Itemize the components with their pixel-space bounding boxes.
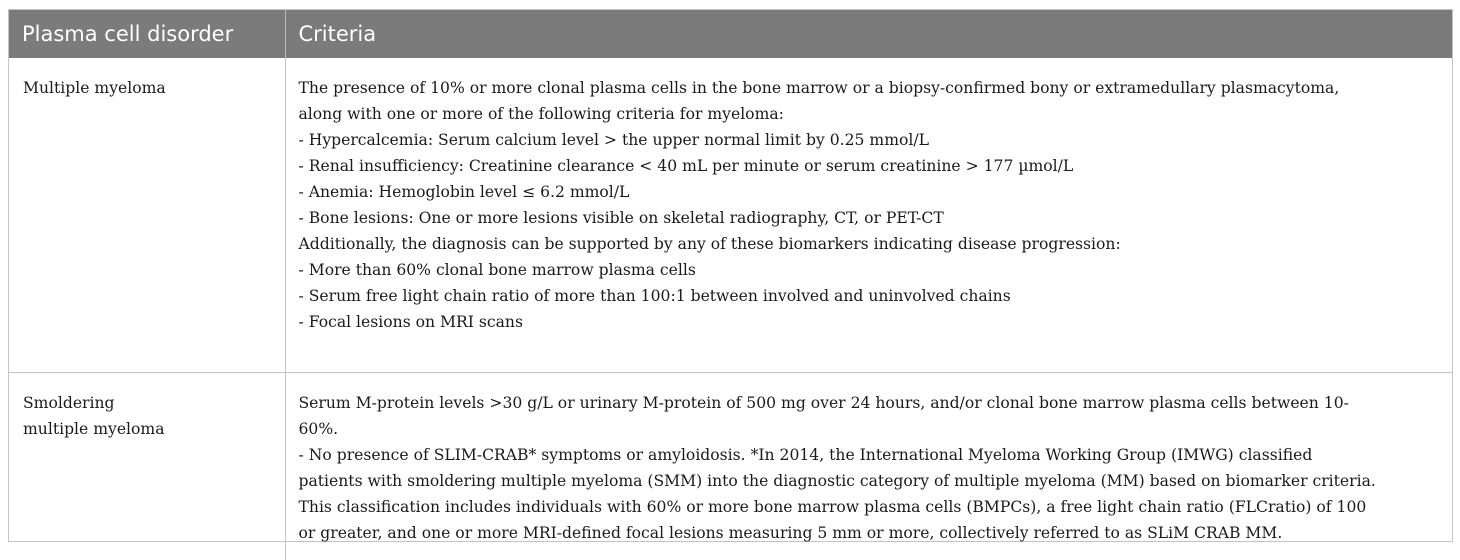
criteria-table-container (8, 9, 1453, 542)
criteria-line: - Anemia: Hemoglobin level ≤ 6.2 mmol/L (299, 179, 1441, 205)
criteria-line: - Hypercalcemia: Serum calcium level > the upper normal limit by 0.25 mmol/L (299, 127, 1441, 153)
criteria-line: patients with smoldering multiple myeloma (SMM) into the diagnostic category of multiple myeloma (MM) based on biomarker criteria. (299, 468, 1441, 494)
header-criteria: Criteria (285, 10, 1452, 58)
criteria-line: - Renal insufficiency: Creatinine clearance < 40 mL per minute or serum creatinine > 177 µmol/L (299, 153, 1441, 179)
disorder-text: multiple myeloma (23, 416, 285, 442)
criteria-line: 60%. (299, 416, 1441, 442)
criteria-line: - Bone lesions: One or more lesions visible on skeletal radiography, CT, or PET-CT (299, 205, 1441, 231)
criteria-line: - Focal lesions on MRI scans (299, 309, 1441, 335)
criteria-line: - More than 60% clonal bone marrow plasma cells (299, 257, 1441, 283)
header-row (9, 10, 1452, 58)
criteria-line: Additionally, the diagnosis can be supported by any of these biomarkers indicating disease progression: (299, 231, 1441, 257)
criteria-line: - No presence of SLIM-CRAB* symptoms or amyloidosis. *In 2014, the International Myeloma Working Group (IMWG) classified (299, 442, 1441, 468)
table-row (9, 58, 1452, 373)
disorder-text: Multiple myeloma (23, 75, 285, 101)
table-header (9, 10, 1452, 58)
criteria-line: - Serum free light chain ratio of more than 100:1 between involved and uninvolved chains (299, 283, 1441, 309)
disorder-cell (9, 373, 285, 560)
criteria-cell (285, 58, 1452, 373)
criteria-line: The presence of 10% or more clonal plasma cells in the bone marrow or a biopsy-confirmed bony or extramedullary plasmacytoma, (299, 75, 1441, 101)
plasma-cell-criteria-table (9, 10, 1452, 560)
criteria-line: This classification includes individuals with 60% or more bone marrow plasma cells (BMPCs), a free light chain ratio (FLCratio) of 100 (299, 494, 1441, 520)
criteria-line: Serum M-protein levels >30 g/L or urinary M-protein of 500 mg over 24 hours, and/or clonal bone marrow plasma cells between 10- (299, 390, 1441, 416)
criteria-line: or greater, and one or more MRI-defined focal lesions measuring 5 mm or more, collectively referred to as SLiM CRAB MM. (299, 520, 1441, 546)
disorder-text: Smoldering (23, 390, 285, 416)
criteria-cell (285, 373, 1452, 560)
header-plasma-cell-disorder: Plasma cell disorder (9, 10, 285, 58)
criteria-line: along with one or more of the following criteria for myeloma: (299, 101, 1441, 127)
disorder-cell (9, 58, 285, 373)
table-body (9, 58, 1452, 560)
table-row (9, 373, 1452, 560)
